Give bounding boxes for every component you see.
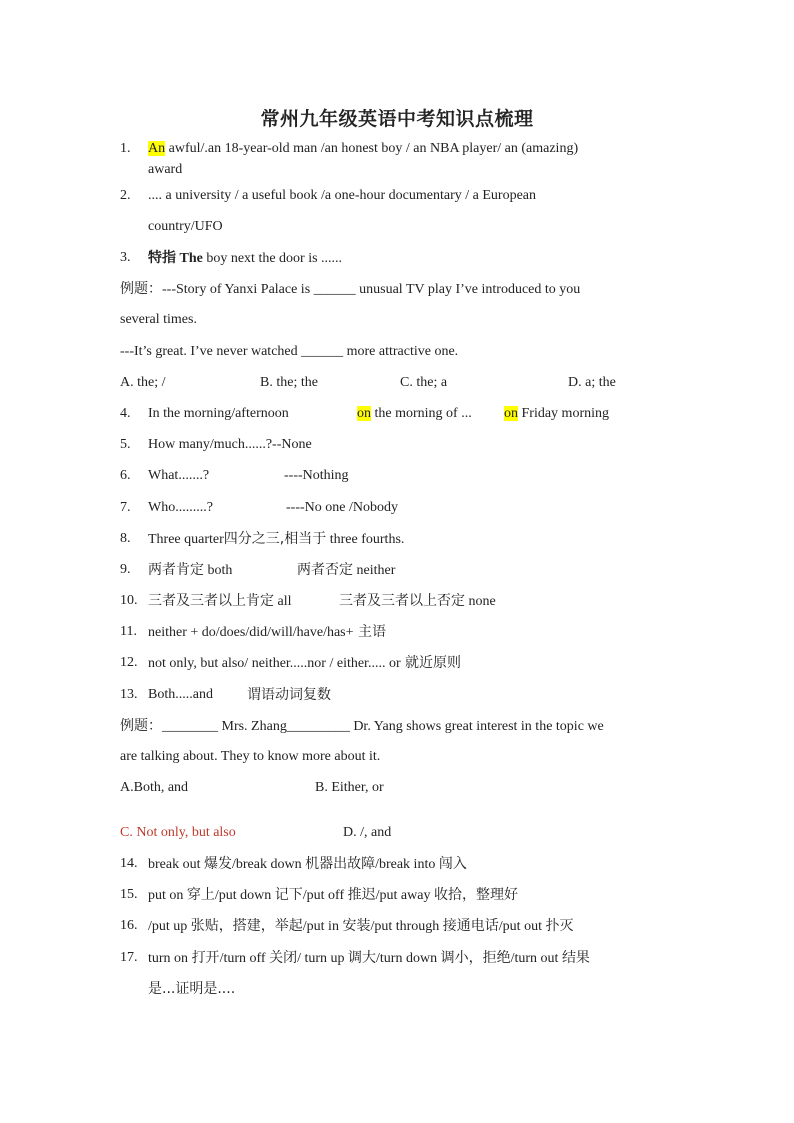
example-question: 例题：---Story of Yanxi Palace is ______ unusual TV play I’ve introduced to you: [120, 281, 581, 297]
option-a: A. the; /: [120, 375, 166, 390]
option-d: D. /, and: [343, 825, 392, 840]
option-a: A.Both, and: [120, 780, 189, 795]
option-c: C. the; a: [400, 375, 448, 390]
page-title: 常州九年级英语中考知识点梳理: [260, 108, 534, 130]
example-question: 例题：________ Mrs. Zhang_________ Dr. Yang shows great interest in the topic we: [120, 718, 604, 734]
option-b: B. the; the: [260, 375, 318, 390]
highlighted-text: An: [148, 141, 166, 156]
option-d: D. a; the: [568, 375, 616, 390]
option-b: B. Either, or: [315, 780, 384, 795]
option-c-answer: C. Not only, but also: [120, 825, 236, 840]
item-number: 1.: [120, 141, 131, 156]
